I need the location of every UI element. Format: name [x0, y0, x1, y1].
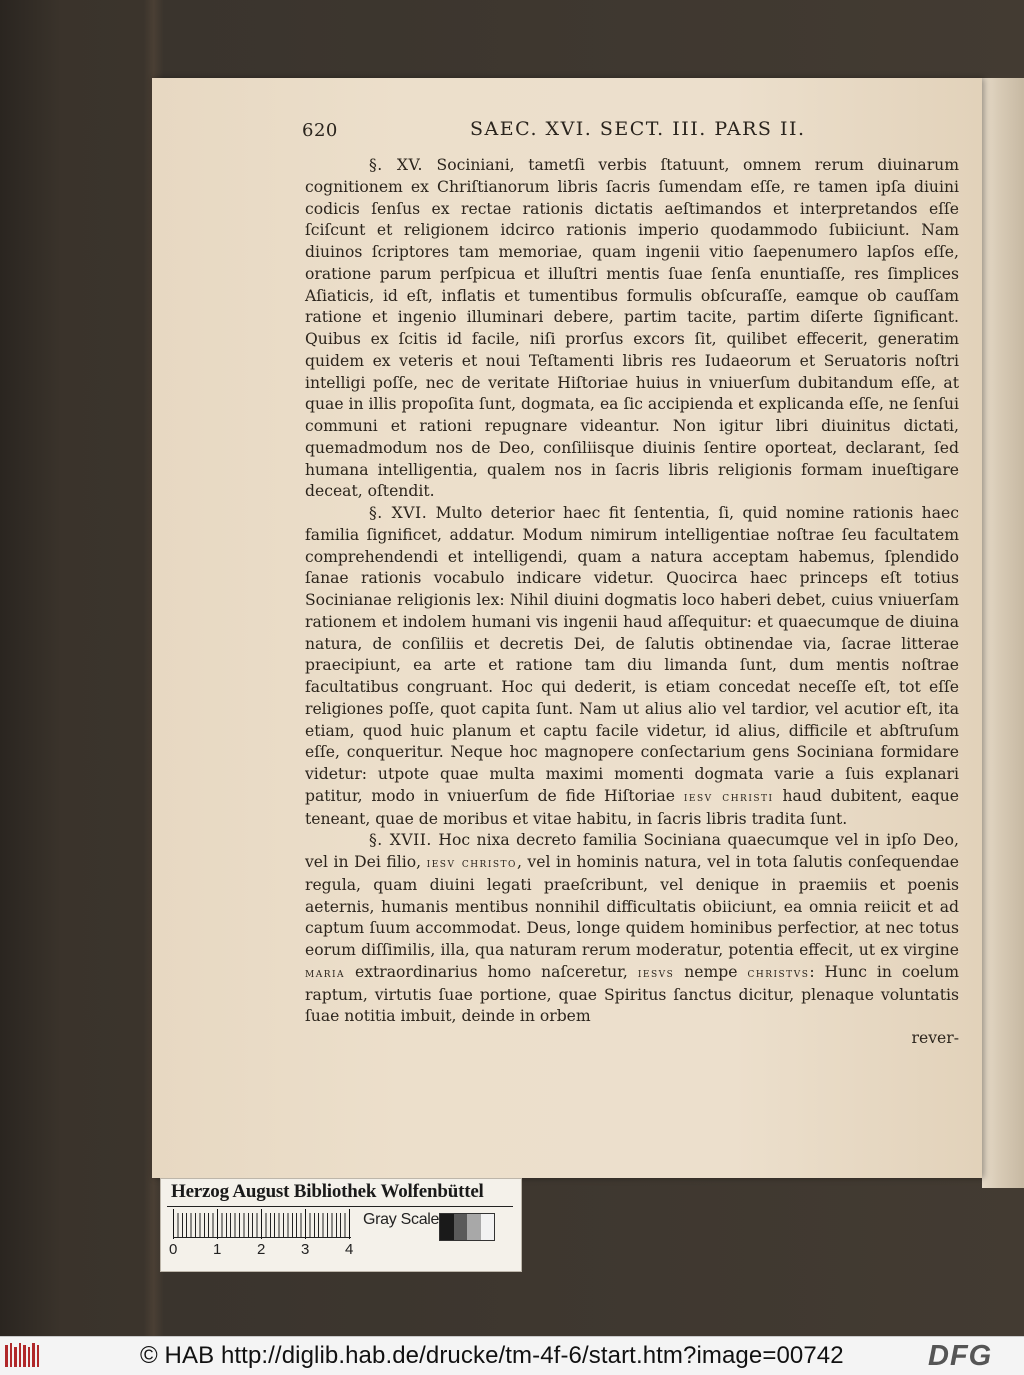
paragraph-text: haud dubitent, eaque teneant, quae de moribus et vitae habitu, in ſacris libris tradita ſunt.: [305, 786, 959, 828]
bleed-through-marks: [990, 500, 1024, 1080]
section-mark: §. XVI.: [369, 504, 428, 522]
ruler-number: 2: [257, 1241, 266, 1258]
paragraph-xvi: [305, 503, 959, 830]
section-mark: §. XV.: [369, 156, 423, 174]
paragraph-xv: [305, 155, 959, 503]
ruler-numbers: [169, 1241, 359, 1261]
dfg-logo: DFG: [928, 1340, 993, 1372]
running-head: SAEC. XVI. SECT. III. PARS II.: [470, 118, 806, 140]
gray-scale-swatches: [439, 1213, 495, 1241]
ruler-number: 3: [301, 1241, 310, 1258]
ruler-major-ticks: [173, 1209, 353, 1239]
ruler-baseline: [173, 1237, 351, 1238]
paragraph-text: Hoc nixa decreto familia Sociniana quaecumque vel in ipſo Deo, vel in Dei filio,: [305, 831, 959, 871]
paragraph-text: : Hunc in coelum raptum, virtutis ſuae portione, quae Spiritus ſanctus dicitur, plenaque voluntatis ſuae notitia imbuit, deinde in orbem: [305, 962, 960, 1026]
paragraph-text: nempe: [684, 962, 738, 981]
ruler-number: 0: [169, 1241, 178, 1258]
paragraph-text: Multo deterior haec fit ſententia, ſi, quid nomine rationis haec familia ſignificet, addatur. Modum nimirum intelligentiae noſtrae ſeu facultatem comprehendendi et intelligendi, quam a natura acceptam habemus, ſplendido ſanae rationis vocabulo indicare videtur. Quocirca haec princeps eſt totius Socinianae religionis lex: Nihil diuini dogmatis loco haberi debet, cuius vniuerſam rationem et indolem humani vis ingenii haud aſſequitur: et quaecumque de diuina natura, de conſiliis et decretis Dei, de ſalutis obtinendae via, ſacrae litterae praecipiunt, ea arte et ratione tam diu limanda ſunt, dum mentis noſtrae facultatibus congruant. Hoc qui dederit, is etiam concedat neceſſe eſt, tot eſſe religiones poſſe, quot capita ſunt. Nam ut alius alio vel tardior, vel acutior eſt, ita etiam, quod huic planum et captu facile videtur, id alius, difficile et abſtruſum eſſe, conqueritur. Neque hoc magnopere conſectarium gens Sociniana formidare videtur: utpote quae multa maximi momenti dogmata varie a ſuis explanari patitur, modo in vniuerſum de fide Hiſtoriae: [305, 504, 959, 805]
library-label-card: [160, 1178, 522, 1272]
small-caps-name: iesvs: [637, 964, 675, 981]
page-number: 620: [302, 120, 338, 141]
page-text: [305, 155, 959, 1050]
gray-scale-label: Gray Scale: [363, 1211, 440, 1228]
small-caps-name: iesv christo: [426, 855, 517, 871]
small-caps-name: maria: [305, 964, 346, 981]
paragraph-text: , vel in hominis natura, vel in tota ſalutis conſequendae regula, quam diuini legati praeſcribunt, vel denique in praemiis et poenis aeternis, humanis mentibus nonnihil difficultatis obiiciunt, ea omnia reiicit et ad captum ſuum accommodat. Deus, longe quidem hominibus perfectior, at nec totus eorum diſſimilis, illa, qua naturam rerum moderatur, potentia effecit, ut ex virgine: [305, 853, 959, 959]
ruler-number: 1: [213, 1241, 222, 1258]
hab-barcode-icon: [4, 1341, 40, 1371]
label-divider: [167, 1206, 513, 1207]
paragraph-text: extraordinarius homo naſceretur,: [354, 962, 628, 981]
ruler-number: 4: [345, 1241, 354, 1258]
paragraph-xvii: [305, 830, 959, 1028]
small-caps-name: iesv christi: [683, 788, 774, 805]
paragraph-text: Sociniani, tametſi verbis ſtatuunt, omnem rerum diuinarum cognitionem ex Chriſtianorum libris ſacris ſumendam eſſe, re tamen ipſa diuini codicis ſenſus ex rectae rationis dictatis aeſtimandos et interpretandos eſſe ſciſcunt et religionem idcirco rationis imperio quodammodo ſubiiciunt. Nam diuinos ſcriptores tam memoriae, quam ingenii vitio ſaepenumero lapſos eſſe, oratione parum perſpicua et illuſtri mentis ſuae ſenſa enuntiaſſe, res ſimplices Aſiaticis, id eſt, inflatis et tumentibus formulis obſcuraſſe, eamque ob cauſſam ratione et ingenio illuminari debere, partim tacite, partim diſerte ſignificant. Quibus ex ſcitis id facile, niſi prorſus excors ſit, quilibet effecerit, generatim quidem ex veteris et noui Teſtamenti libris res Iudaeorum et Seruatoris noſtri intelligi poſſe, nec de veritate Hiſtoriae huius in vniuerſum dubitandum eſſe, at quae in illis propoſita ſunt, dogmata, ea ſic accipienda et explicanda eſſe, ne ſenſui communi et rationi repugnare videantur. Non igitur libri diuinitus dictati, quemadmodum nos de Deo, conſiliisque diuinis ſentire oporteat, declarant, ſed humana intelligentia, qualem nos in ſacris libris religionis formam inueſtigare deceat, oſtendit.: [305, 156, 959, 501]
page-header: [152, 118, 982, 148]
citation-link[interactable]: © HAB http://diglib.hab.de/drucke/tm-4f-6/start.htm?image=00742: [140, 1342, 844, 1369]
small-caps-name: christvs: [747, 964, 810, 981]
section-mark: §. XVII.: [369, 831, 432, 850]
footer-bar: [0, 1336, 1024, 1375]
library-name: Herzog August Bibliothek Wolfenbüttel: [171, 1181, 484, 1202]
catchword: rever-: [911, 1029, 959, 1047]
